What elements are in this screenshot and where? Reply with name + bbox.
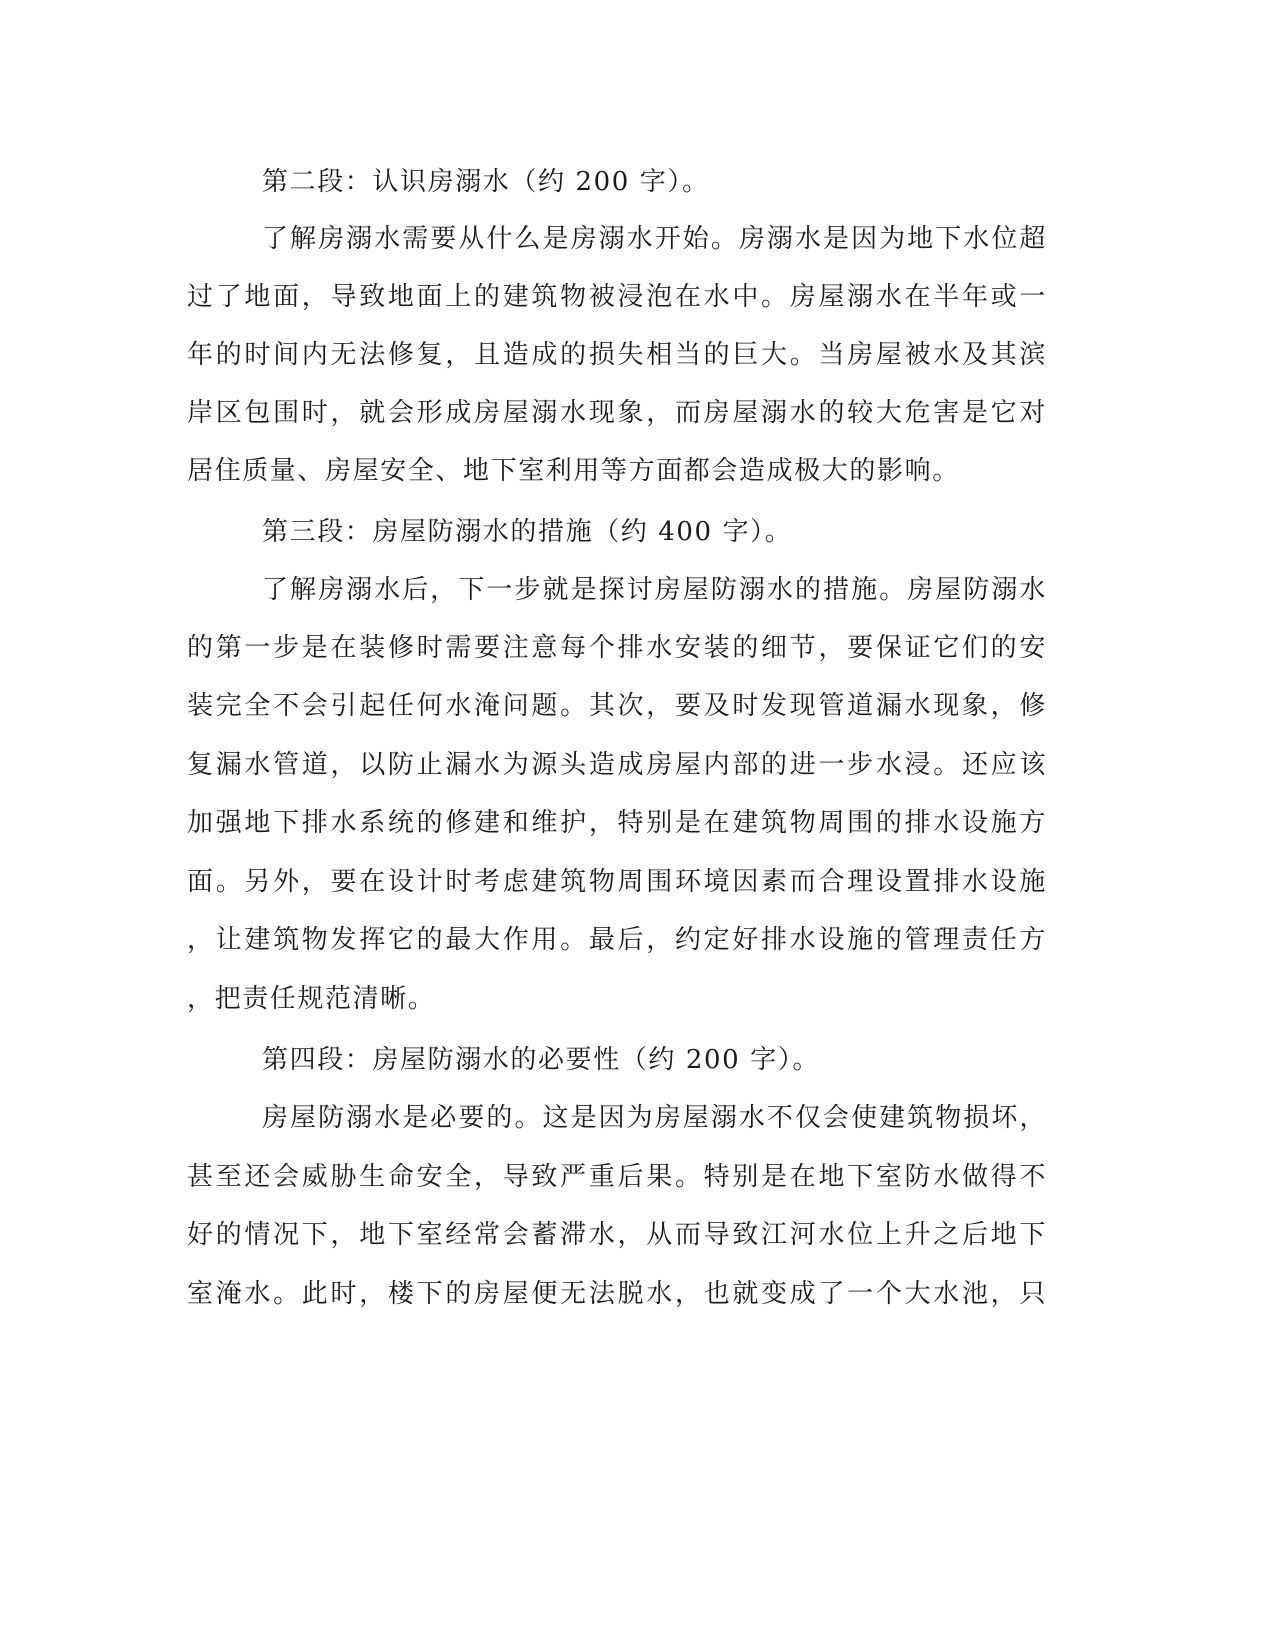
paragraph-line: 年的时间内无法修复，且造成的损失相当的巨大。当房屋被水及其滨 [187, 340, 1047, 370]
paragraph-line: 居住质量、房屋安全、地下室利用等方面都会造成极大的影响。 [187, 456, 960, 486]
paragraph-line: 室淹水。此时，楼下的房屋便无法脱水，也就变成了一个大水池，只 [187, 1279, 1047, 1309]
paragraph-line: 面。另外，要在设计时考虑建筑物周围环境因素而合理设置排水设施 [187, 867, 1047, 897]
paragraph-line: 岸区包围时，就会形成房屋溺水现象，而房屋溺水的较大危害是它对 [187, 398, 1047, 428]
paragraph-line: ，让建筑物发挥它的最大作用。最后，约定好排水设施的管理责任方 [187, 925, 1047, 955]
heading-section-4: 第四段：房屋防溺水的必要性（约 200 字）。 [262, 1045, 820, 1075]
paragraph-line: 的第一步是在装修时需要注意每个排水安装的细节，要保证它们的安 [187, 633, 1047, 663]
heading-section-2: 第二段：认识房溺水（约 200 字）。 [262, 167, 710, 197]
heading-section-3: 第三段：房屋防溺水的措施（约 400 字）。 [262, 517, 793, 547]
paragraph-line: 加强地下排水系统的修建和维护，特别是在建筑物周围的排水设施方 [187, 808, 1047, 838]
paragraph-line: 甚至还会威胁生命安全，导致严重后果。特别是在地下室防水做得不 [187, 1162, 1047, 1192]
paragraph-line: 过了地面，导致地面上的建筑物被浸泡在水中。房屋溺水在半年或一 [187, 282, 1047, 312]
paragraph-line: 了解房溺水需要从什么是房溺水开始。房溺水是因为地下水位超 [262, 224, 1047, 254]
paragraph-line: 复漏水管道，以防止漏水为源头造成房屋内部的进一步水浸。还应该 [187, 750, 1047, 780]
paragraph-line: 房屋防溺水是必要的。这是因为房屋溺水不仅会使建筑物损坏， [262, 1103, 1047, 1133]
paragraph-line: 好的情况下，地下室经常会蓄滞水，从而导致江河水位上升之后地下 [187, 1220, 1047, 1250]
paragraph-line: ，把责任规范清晰。 [187, 984, 436, 1014]
paragraph-line: 了解房溺水后，下一步就是探讨房屋防溺水的措施。房屋防溺水 [262, 575, 1047, 605]
paragraph-line: 装完全不会引起任何水淹问题。其次，要及时发现管道漏水现象，修 [187, 691, 1047, 721]
